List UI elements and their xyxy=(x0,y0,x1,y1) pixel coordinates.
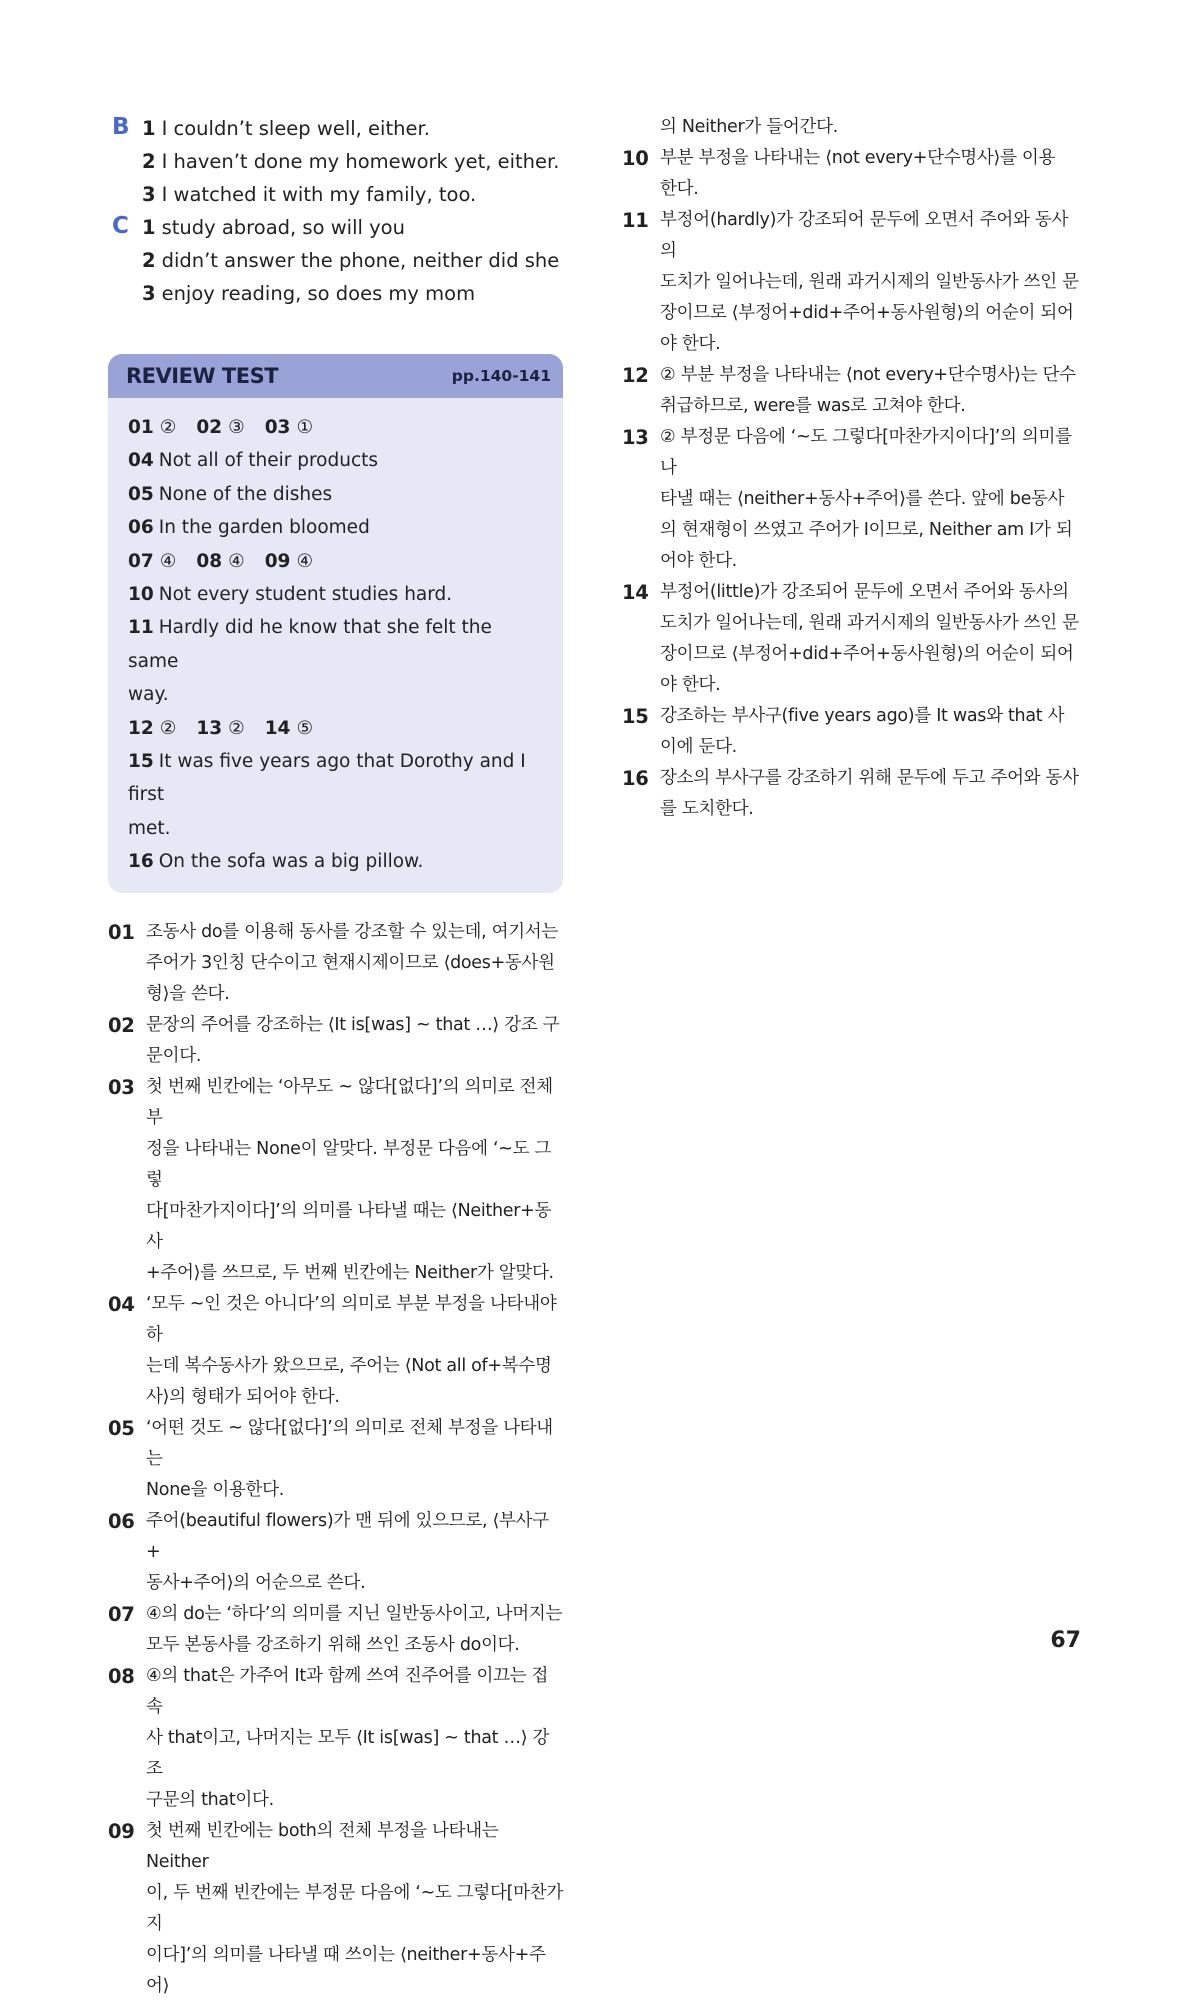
answer-line xyxy=(142,211,563,244)
answer-group-c xyxy=(108,211,563,310)
explanation-text: 부분 부정을 나타내는 ⟨not every+단수명사⟩를 이용 xyxy=(660,148,1056,168)
left-column xyxy=(108,112,563,2002)
answer-item xyxy=(128,411,176,444)
explanation-number: 13 xyxy=(622,426,649,449)
answer-item xyxy=(265,545,313,578)
explanation-number: 14 xyxy=(622,581,649,604)
answer-text: None of the dishes xyxy=(158,483,333,505)
answer-text: I haven’t done my homework yet, either. xyxy=(161,150,560,173)
explanations-left xyxy=(108,917,563,2002)
answer-line xyxy=(142,277,563,310)
group-letter-b: B xyxy=(112,114,130,140)
explanations-right xyxy=(622,143,1082,825)
item-number: 05 xyxy=(128,483,154,505)
explanation-item xyxy=(622,422,1082,484)
answer-10 xyxy=(128,578,543,611)
explanation-number: 03 xyxy=(108,1075,135,1099)
answer-16 xyxy=(128,845,543,878)
explanation-number: 16 xyxy=(622,767,649,790)
answer-text: enjoy reading, so does my mom xyxy=(161,282,476,305)
explanation-text: 도치가 일어나는데, 원래 과거시제의 일반동사가 쓰인 문 xyxy=(660,613,1079,633)
explanation-item xyxy=(108,1072,563,1134)
explanation-item xyxy=(622,701,1082,732)
choice-mark: ③ xyxy=(228,417,245,438)
group-letter-c: C xyxy=(112,213,129,239)
item-number: 14 xyxy=(264,717,291,739)
answer-11 xyxy=(128,611,543,678)
explanation-number: 08 xyxy=(108,1664,135,1688)
choice-mark: ⑤ xyxy=(296,717,314,739)
explanation-item xyxy=(108,1289,563,1351)
answer-item xyxy=(196,712,244,745)
explanation-text: 문이다. xyxy=(146,1045,202,1066)
item-number: 3 xyxy=(142,183,156,206)
explanation-text: 도치가 일어나는데, 원래 과거시제의 일반동사가 쓰인 문 xyxy=(660,272,1079,292)
explanation-text: 정을 나타내는 None이 알맞다. 부정문 다음에 ‘~도 그렇 xyxy=(146,1138,552,1190)
item-number: 2 xyxy=(142,249,156,272)
explanation-number: 05 xyxy=(108,1416,135,1440)
explanation-item xyxy=(108,1599,563,1630)
explanation-text: 장이므로 ⟨부정어+did+주어+동사원형⟩의 어순이 되어 xyxy=(660,644,1074,664)
item-number: 15 xyxy=(128,751,154,773)
explanation-text: 야 한다. xyxy=(660,675,721,695)
explanation-item xyxy=(108,1010,563,1041)
answer-06 xyxy=(128,511,543,544)
explanation-item xyxy=(108,917,563,948)
explanation-text: 의 현재형이 쓰였고 주어가 I이므로, Neither am I가 되 xyxy=(660,520,1073,540)
item-number: 08 xyxy=(196,550,223,572)
answer-text: It was five years ago that Dorothy and I first xyxy=(128,751,526,806)
item-number: 12 xyxy=(128,717,154,739)
explanation-text: 다[마찬가지이다]’의 의미를 나타낼 때는 ⟨Neither+동사 xyxy=(146,1200,552,1252)
explanation-text: 사 that이고, 나머지는 모두 ⟨It is[was] ~ that …⟩ 강조 xyxy=(146,1727,550,1779)
choice-mark: ④ xyxy=(296,550,314,572)
explanation-text: ‘어떤 것도 ~ 않다[없다]’의 의미로 전체 부정을 나타내는 xyxy=(146,1417,553,1469)
review-test-title: REVIEW TEST xyxy=(126,364,279,388)
answer-item xyxy=(265,411,313,444)
explanation-item xyxy=(622,577,1082,608)
answer-row-12-14 xyxy=(128,712,543,745)
item-number: 04 xyxy=(128,450,154,472)
item-number: 02 xyxy=(196,417,223,438)
answer-text: I couldn’t sleep well, either. xyxy=(161,117,430,140)
item-number: 01 xyxy=(128,417,154,438)
explanation-text: 한다. xyxy=(660,179,699,199)
explanation-text: ② 부분 부정을 나타내는 ⟨not every+단수명사⟩는 단수 xyxy=(660,365,1076,385)
explanation-text: 부정어(little)가 강조되어 문두에 오면서 주어와 동사의 xyxy=(660,582,1069,602)
explanation-number: 02 xyxy=(108,1013,135,1037)
explanation-number: 15 xyxy=(622,705,649,728)
answer-text: Not every student studies hard. xyxy=(158,584,453,606)
explanation-text: 동사+주어⟩의 어순으로 쓴다. xyxy=(146,1572,366,1593)
answer-item xyxy=(196,411,244,444)
answer-05 xyxy=(128,478,543,511)
explanation-text: 야 한다. xyxy=(660,334,721,354)
item-number: 3 xyxy=(142,282,156,305)
answer-text: didn’t answer the phone, neither did she xyxy=(161,249,560,272)
explanation-number: 12 xyxy=(622,364,649,387)
choice-mark: ② xyxy=(228,717,245,739)
explanation-text: ④의 that은 가주어 It과 함께 쓰여 진주어를 이끄는 접속 xyxy=(146,1665,549,1717)
explanation-text: 를 도치한다. xyxy=(660,799,754,819)
explanation-item xyxy=(108,1413,563,1475)
item-number: 11 xyxy=(128,617,154,639)
item-number: 03 xyxy=(264,417,291,438)
explanation-text: +주어⟩를 쓰므로, 두 번째 빈칸에는 Neither가 알맞다. xyxy=(146,1262,554,1283)
choice-mark: ② xyxy=(159,417,177,438)
answer-04 xyxy=(128,444,543,477)
choice-mark: ② xyxy=(159,717,177,739)
explanation-text: 이다]’의 의미를 나타낼 때 쓰이는 ⟨neither+동사+주어⟩ xyxy=(146,1944,546,1996)
item-number: 07 xyxy=(128,550,154,572)
choice-mark: ④ xyxy=(159,550,177,572)
answer-text: I watched it with my family, too. xyxy=(161,183,477,206)
answer-row-07-09 xyxy=(128,545,543,578)
answer-text: Not all of their products xyxy=(158,450,379,472)
explanation-text: 모두 본동사를 강조하기 위해 쓰인 조동사 do이다. xyxy=(146,1634,520,1655)
explanation-text: 장소의 부사구를 강조하기 위해 문두에 두고 주어와 동사 xyxy=(660,768,1079,788)
item-number: 2 xyxy=(142,150,156,173)
explanation-number: 09 xyxy=(108,1819,135,1843)
item-number: 10 xyxy=(128,584,154,606)
answer-item xyxy=(128,712,176,745)
answer-group-b xyxy=(108,112,563,211)
explanation-09-continued: 의 Neither가 들어간다. xyxy=(660,117,838,137)
explanation-item xyxy=(108,1506,563,1568)
explanation-number: 11 xyxy=(622,209,649,232)
answer-text: On the sofa was a big pillow. xyxy=(158,851,424,873)
answer-15-continued: met. xyxy=(128,817,171,839)
explanation-text: 어야 한다. xyxy=(660,551,737,571)
explanation-item xyxy=(622,143,1082,174)
explanation-number: 10 xyxy=(622,147,649,170)
choice-mark: ① xyxy=(296,417,314,438)
choice-mark: ④ xyxy=(228,550,245,572)
explanation-text: ② 부정문 다음에 ‘~도 그렇다[마찬가지이다]’의 의미를 나 xyxy=(660,427,1072,478)
review-test-header xyxy=(108,354,563,398)
explanation-text: 형⟩을 쓴다. xyxy=(146,983,230,1004)
item-number: 1 xyxy=(142,117,156,140)
explanation-text: None을 이용한다. xyxy=(146,1479,285,1500)
answer-text: In the garden bloomed xyxy=(158,517,370,539)
explanation-text: 구문의 that이다. xyxy=(146,1789,274,1810)
answer-15 xyxy=(128,745,543,812)
explanation-text: 첫 번째 빈칸에는 both의 전체 부정을 나타내는 Neither xyxy=(146,1820,499,1872)
answer-text: Hardly did he know that she felt the same xyxy=(128,617,492,672)
explanation-text: 이에 둔다. xyxy=(660,737,737,757)
item-number: 06 xyxy=(128,517,154,539)
explanation-text: 장이므로 ⟨부정어+did+주어+동사원형⟩의 어순이 되어 xyxy=(660,303,1074,323)
item-number: 13 xyxy=(196,717,223,739)
answer-text: study abroad, so will you xyxy=(161,216,405,239)
answer-line xyxy=(142,244,563,277)
explanation-number: 01 xyxy=(108,920,135,944)
answer-item xyxy=(265,712,313,745)
explanation-text: 주어(beautiful flowers)가 맨 뒤에 있으므로, ⟨부사구+ xyxy=(146,1510,549,1562)
answer-item xyxy=(128,545,176,578)
explanation-item xyxy=(622,763,1082,794)
answer-11-continued: way. xyxy=(128,684,169,706)
item-number: 09 xyxy=(264,550,291,572)
explanation-item xyxy=(622,360,1082,391)
explanation-item xyxy=(622,205,1082,267)
right-column xyxy=(622,112,1082,825)
review-test-answers xyxy=(108,398,563,893)
explanation-text: 주어가 3인칭 단수이고 현재시제이므로 ⟨does+동사원 xyxy=(146,952,555,973)
page-number: 67 xyxy=(1050,1628,1081,1653)
explanation-number: 04 xyxy=(108,1292,135,1316)
explanation-number: 06 xyxy=(108,1509,135,1533)
answer-item xyxy=(196,545,244,578)
answer-row-01-03 xyxy=(128,411,543,444)
explanation-text: 조동사 do를 이용해 동사를 강조할 수 있는데, 여기서는 xyxy=(146,921,559,942)
answer-line xyxy=(142,145,563,178)
explanation-text: 이, 두 번째 빈칸에는 부정문 다음에 ‘~도 그렇다[마찬가지 xyxy=(146,1882,563,1934)
review-test-pages: pp.140-141 xyxy=(451,367,551,385)
item-number: 1 xyxy=(142,216,156,239)
explanation-text: ④의 do는 ‘하다’의 의미를 지닌 일반동사이고, 나머지는 xyxy=(146,1603,563,1624)
item-number: 16 xyxy=(128,851,154,873)
answer-line xyxy=(142,178,563,211)
explanation-text: 취급하므로, were를 was로 고쳐야 한다. xyxy=(660,396,966,416)
explanation-text: 문장의 주어를 강조하는 ⟨It is[was] ~ that …⟩ 강조 구 xyxy=(146,1014,560,1035)
explanation-number: 07 xyxy=(108,1602,135,1626)
explanation-item xyxy=(108,1661,563,1723)
explanation-item xyxy=(108,1816,563,1878)
explanation-text: 부정어(hardly)가 강조되어 문두에 오면서 주어와 동사의 xyxy=(660,210,1069,261)
review-test-box xyxy=(108,354,563,893)
answer-line xyxy=(142,112,563,145)
explanation-text: 는데 복수동사가 왔으므로, 주어는 ⟨Not all of+복수명 xyxy=(146,1355,552,1376)
explanation-text: 강조하는 부사구(five years ago)를 It was와 that 사 xyxy=(660,706,1065,726)
explanation-text: 첫 번째 빈칸에는 ‘아무도 ~ 않다[없다]’의 의미로 전체 부 xyxy=(146,1076,553,1128)
explanation-text: 타낼 때는 ⟨neither+동사+주어⟩를 쓴다. 앞에 be동사 xyxy=(660,489,1065,509)
explanation-text: 사⟩의 형태가 되어야 한다. xyxy=(146,1386,340,1407)
explanation-text: ‘모두 ~인 것은 아니다’의 의미로 부분 부정을 나타내야 하 xyxy=(146,1293,557,1345)
